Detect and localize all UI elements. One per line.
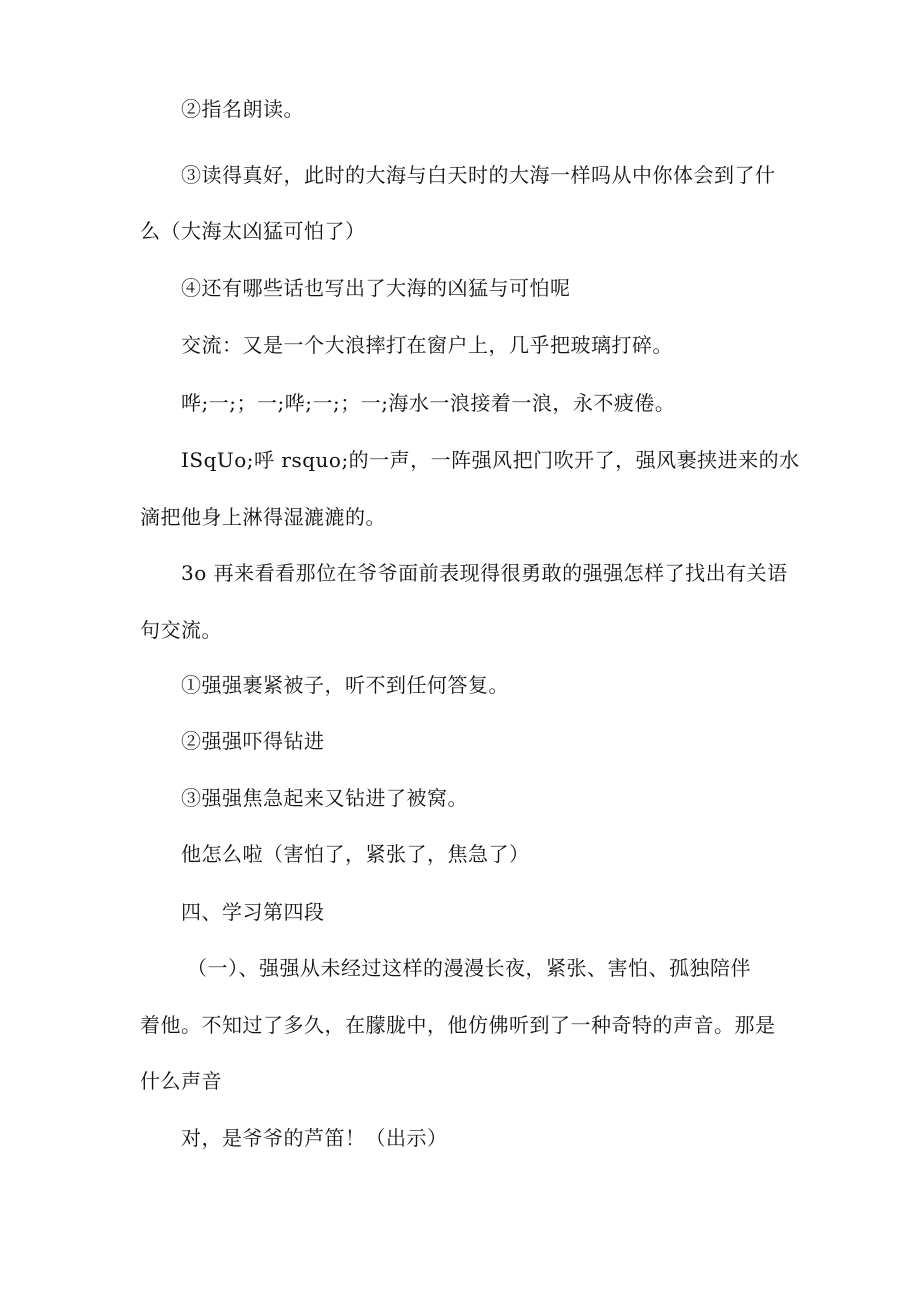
text-line: 着他。不知过了多久，在朦胧中，他仿佛听到了一种奇特的声音。那是 [140,1013,776,1037]
text-line: 交流：又是一个大浪摔打在窗户上，几乎把玻璃打碎。 [181,333,673,357]
text-line: 四、学习第四段 [181,900,325,924]
text-line: ISqUo;呼 rsquo;的一声，一阵强风把门吹开了，强风裹挟进来的水 [181,448,800,472]
text-line: 句交流。 [140,618,222,642]
text-line: 3o 再来看看那位在爷爷面前表现得很勇敢的强强怎样了找出有关语 [181,561,788,585]
text-line: （一）、强强从未经过这样的漫漫长夜，紧张、害怕、孤独陪伴 [187,956,751,980]
text-line: 么（大海太凶猛可怕了） [140,219,366,243]
text-line: ④还有哪些话也写出了大海的凶猛与可怕呢 [181,276,571,300]
text-line: ②强强吓得钻进 [181,729,325,753]
text-line: 他怎么啦（害怕了，紧张了，焦急了） [181,842,530,866]
text-line: ①强强裹紧被子，听不到任何答复。 [181,673,509,697]
text-line: 滴把他身上淋得湿漉漉的。 [140,505,386,529]
text-line: ③读得真好，此时的大海与白天时的大海一样吗从中你体会到了什 [181,163,776,187]
text-line: 什么声音 [140,1069,222,1093]
text-line: ③强强焦急起来又钻进了被窝。 [181,786,468,810]
text-line: 哗;一;；一;哗;一;；一;海水一浪接着一浪，永不疲倦。 [181,391,676,415]
text-line: 对，是爷爷的芦笛！（出示） [181,1126,448,1150]
text-line: ②指名朗读。 [181,97,304,121]
